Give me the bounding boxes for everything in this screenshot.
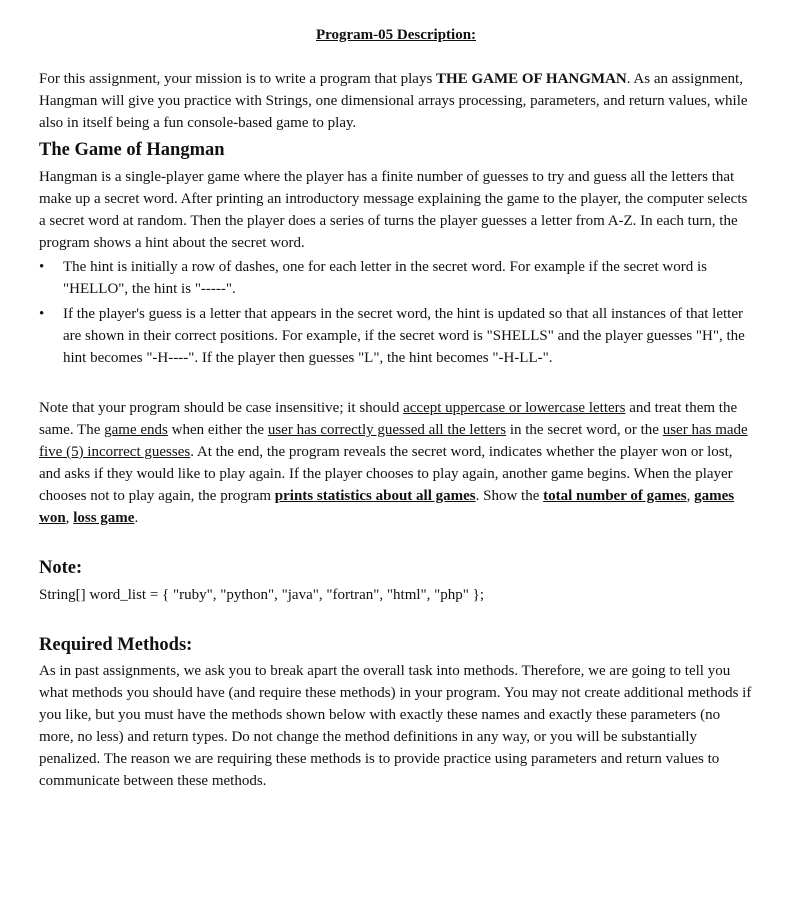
hint-bullet-list <box>39 256 754 369</box>
list-item: • If the player's guess is a letter that appears in the secret word, the hint is updated so that all instances of that letter are shown in their correct positions. For example, if the secret word is "SHELLS" and the player guesses "H", the hint becomes "-H----". If the player then guesses "L", the hint becomes "-H-LL-". <box>39 303 754 369</box>
required-methods-paragraph: As in past assignments, we ask you to break apart the overall task into methods. Therefore, we are going to tell you what methods you should have (and require these methods) in your program. You may not create additional methods if you like, but you must have the methods shown below with exactly these names and exactly these parameters (no more, no less) and return types. Do not change the method definitions in any way, or you will be substantially penalized. The reason we are requiring these methods is to provide practice using parameters and return values to communicate between these methods. <box>39 663 752 789</box>
list-item: • The hint is initially a row of dashes, one for each letter in the secret word. For example if the secret word is "HELLO", the hint is "-----". <box>39 256 754 300</box>
word-list-code: String[] word_list = { "ruby", "python", "java", "fortran", "html", "php" }; <box>39 587 485 603</box>
rules-paragraph: Note that your program should be case insensitive; it should accept uppercase or lowercase letters and treat them the same. The game ends when either the user has correctly guessed all the letters in the secret word, or the user has made five (5) incorrect guesses. At the end, the program reveals the secret word, indicates whether the player won or lost, and asks if they would like to play again. If the player chooses to play again, another game begins. When the player chooses not to play again, the program prints statistics about all games. Show the total number of games, games won, loss game. <box>39 400 748 526</box>
section-game-of-hangman <box>39 139 754 369</box>
required-methods-section <box>39 634 754 792</box>
bullet-icon: • <box>39 306 45 322</box>
note-section <box>39 557 754 606</box>
page-title: Program-05 Description: <box>315 27 477 43</box>
bullet-icon: • <box>39 259 45 275</box>
hangman-description: Hangman is a single-player game where the player has a finite number of guesses to try and guess all the letters that make up a secret word. After printing an introductory message explaining the game to the player, the computer selects a secret word at random. Then the player does a series of turns the player guesses a letter from A-Z. In each turn, the program shows a hint about the secret word. <box>39 169 748 251</box>
section-heading: The Game of Hangman <box>39 140 225 160</box>
game-name: THE GAME OF HANGMAN <box>436 71 627 87</box>
required-methods-heading: Required Methods: <box>39 635 193 655</box>
intro-paragraph: For this assignment, your mission is to write a program that plays THE GAME OF HANGMAN. As an assignment, Hangman will give you practice with Strings, one dimensional arrays processing, parameters, and return values, while also in itself being a fun console-based game to play. <box>39 71 748 131</box>
note-heading: Note: <box>39 558 83 578</box>
